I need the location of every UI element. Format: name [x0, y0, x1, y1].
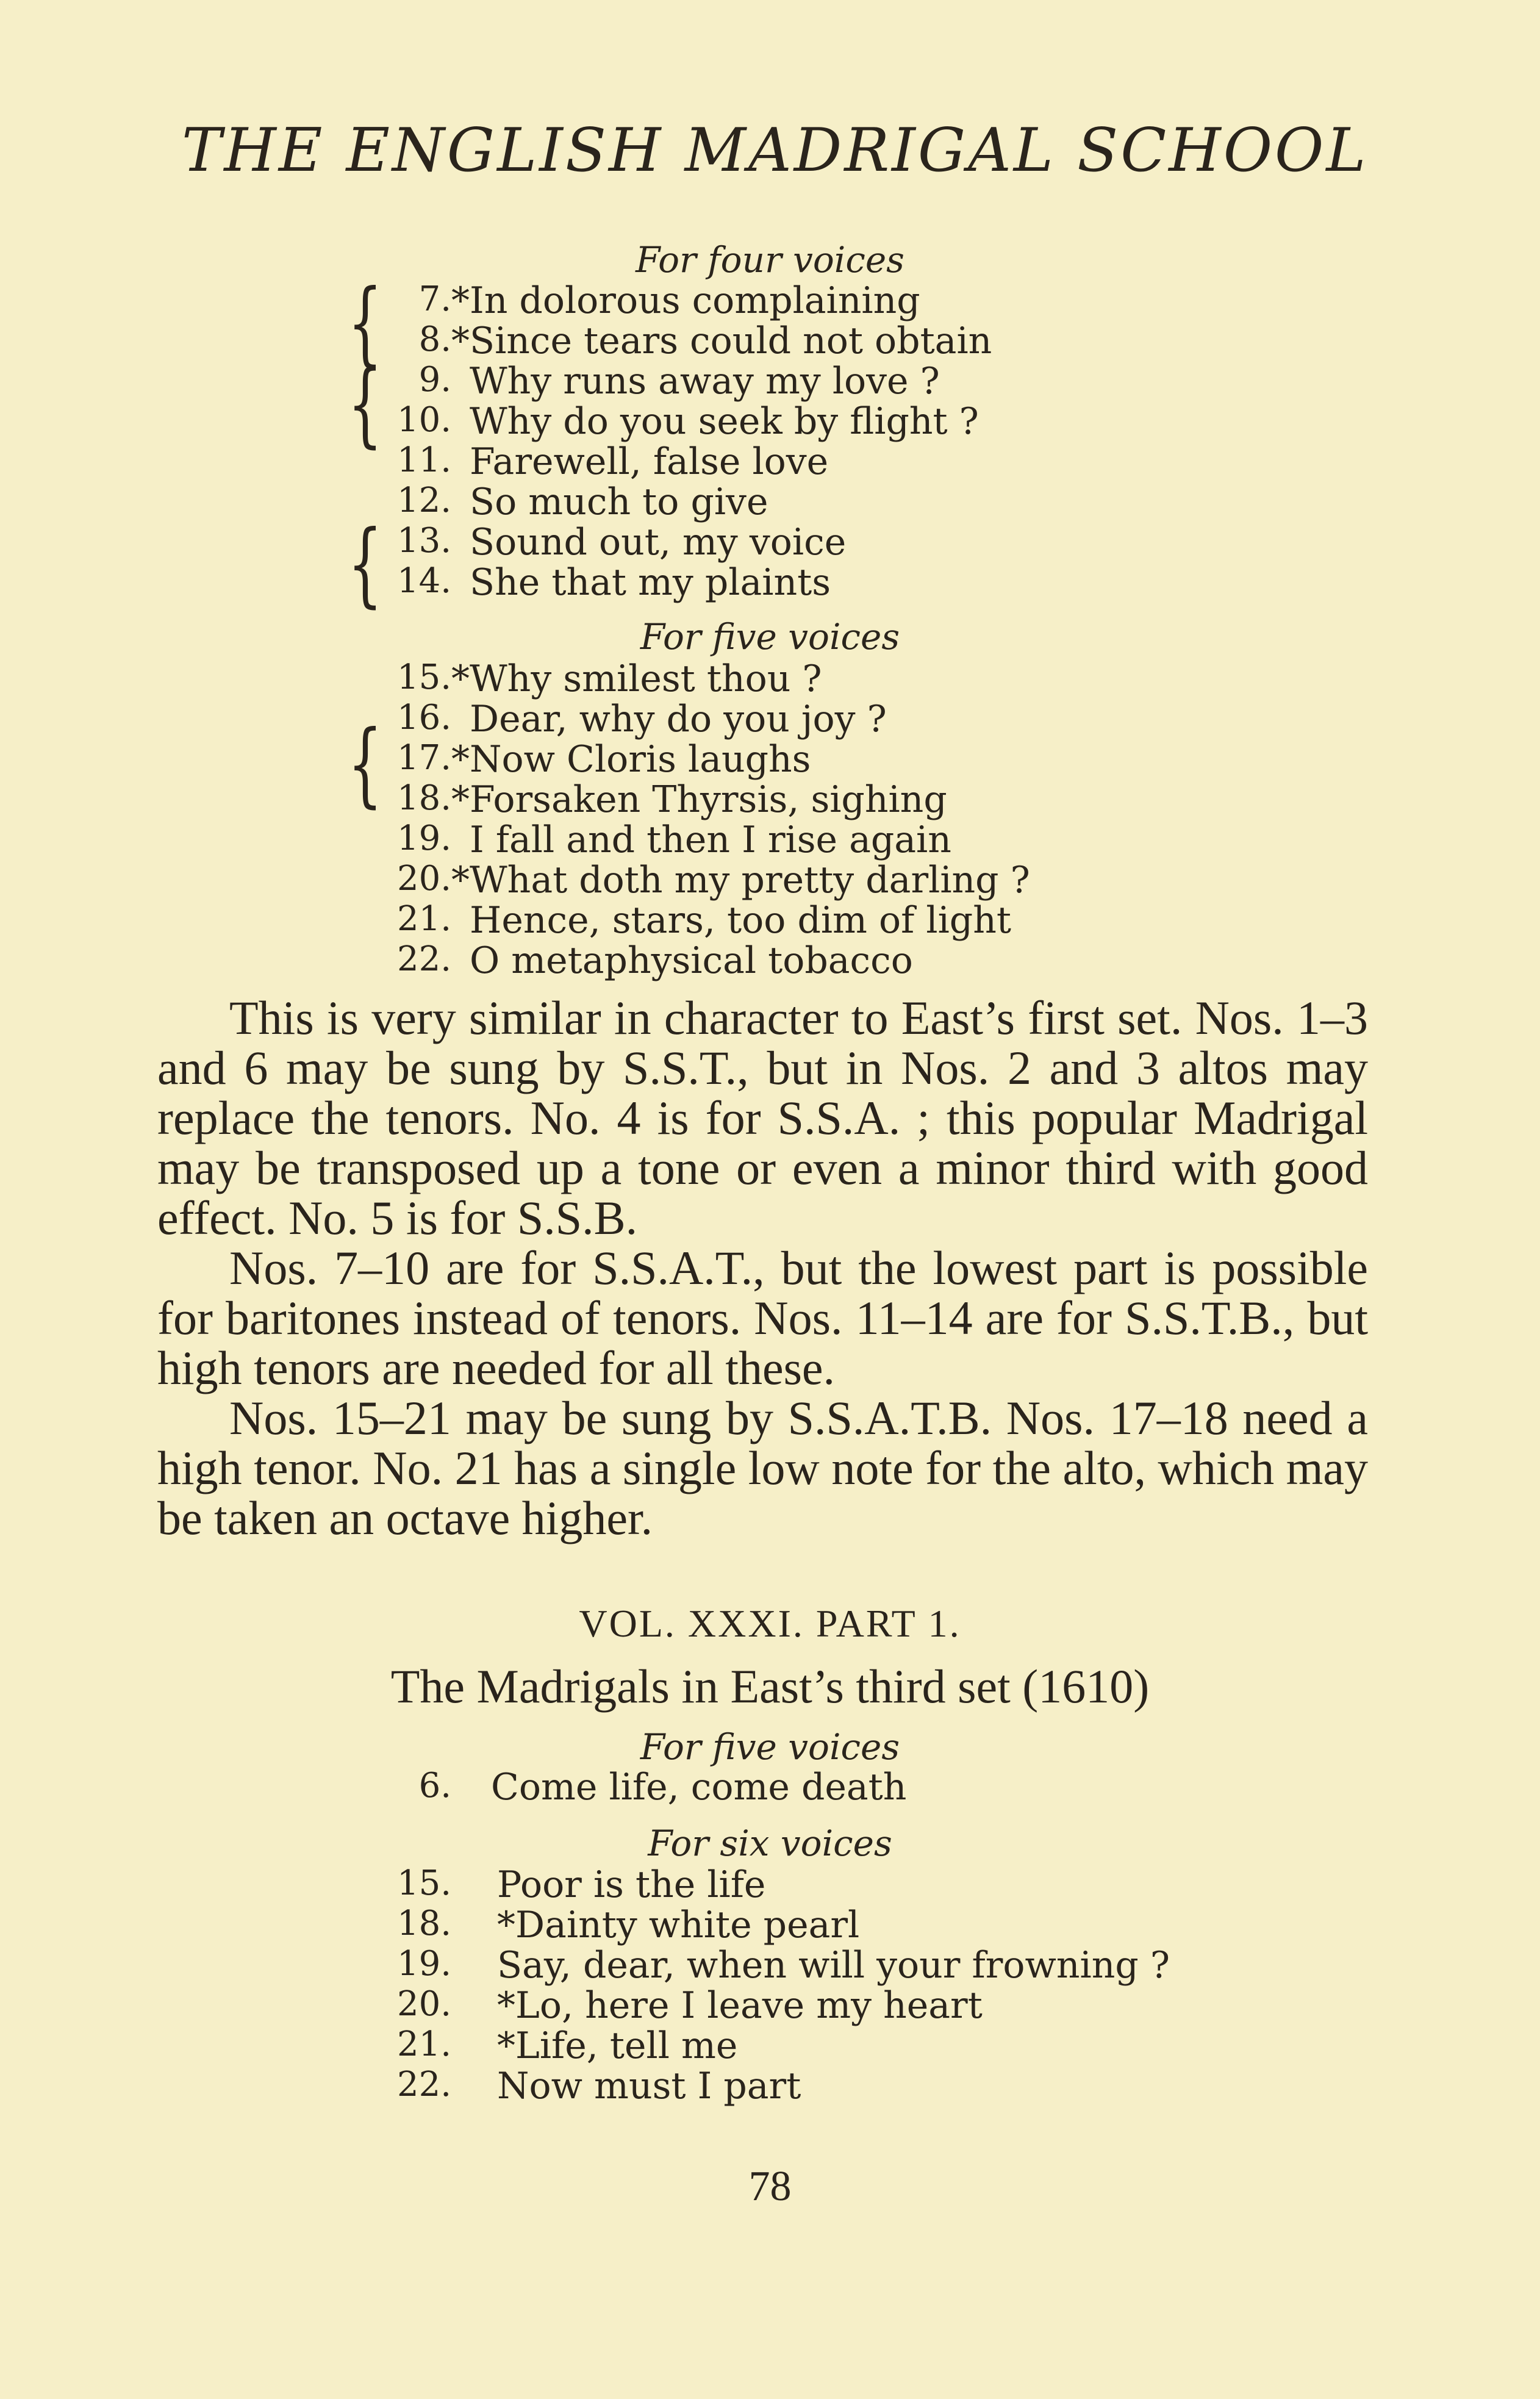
subhead-five-voices-2: For five voices	[640, 1726, 900, 1768]
page-number: 78	[748, 2163, 792, 2210]
paragraph: Nos. 7–10 are for S.S.A.T., but the lowest part is possible for baritones instead of tenors. Nos. 11–14 are for S.S.T.B., but high tenors are needed for all these.	[157, 1241, 1368, 1394]
list-item: 16. Dear, why do you joy ?	[396, 698, 887, 740]
list-item: 22. Now must I part	[396, 2065, 801, 2107]
brace-17-18: {	[348, 711, 383, 817]
list-item: 17. *Now Cloris laughs	[396, 738, 811, 781]
list-item: 18. *Forsaken Thyrsis, sighing	[396, 778, 947, 821]
list-item: 12. So much to give	[396, 481, 768, 523]
list-item: 9. Why runs away my love ?	[418, 360, 940, 403]
brace-9-10: {	[348, 351, 383, 457]
list-item: 11. Farewell, false love	[396, 440, 829, 483]
list-item: 19. Say, dear, when will your frowning ?	[396, 1944, 1170, 1987]
list-item: 10. Why do you seek by flight ?	[396, 400, 979, 443]
list-item: 19. I fall and then I rise again	[396, 819, 951, 861]
list-item: 6. Come life, come death	[418, 1766, 907, 1809]
list-item: 20. *Lo, here I leave my heart	[396, 1984, 983, 2027]
list-item: 15. *Why smilest thou ?	[396, 658, 822, 700]
list-item: 21. *Life, tell me	[396, 2024, 738, 2067]
list-item: 20. *What doth my pretty darling ?	[396, 859, 1030, 902]
list-item: 8. *Since tears could not obtain	[418, 320, 992, 362]
paragraph: This is very similar in character to East’s first set. Nos. 1–3 and 6 may be sung by S.S.T., but in Nos. 2 and 3 altos may replace the tenors. No. 4 is for S.S.A. ; this popular Madrigal may be transposed up a tone or even a minor third with good effect. No. 5 is for S.S.B.	[157, 991, 1368, 1244]
subhead-four-voices: For four voices	[636, 239, 904, 281]
list-item: 15. Poor is the life	[396, 1863, 766, 1906]
list-item: 22. O metaphysical tobacco	[396, 939, 913, 982]
paragraph: Nos. 15–21 may be sung by S.S.A.T.B. Nos. 17–18 need a high tenor. No. 21 has a single low note for the alto, which may be taken an octave higher.	[157, 1391, 1368, 1544]
list-item: 21. Hence, stars, too dim of light	[396, 899, 1011, 942]
running-head: THE ENGLISH MADRIGAL SCHOOL	[182, 116, 1369, 185]
list-item: 14. She that my plaints	[396, 561, 831, 604]
section-title: The Madrigals in East’s third set (1610)	[390, 1660, 1150, 1713]
list-item: 18. *Dainty white pearl	[396, 1904, 860, 1946]
list-item: 7. *In dolorous complaining	[418, 279, 920, 322]
list-item: 13. Sound out, my voice	[396, 521, 847, 564]
body-text	[157, 993, 1368, 1543]
brace-7-8: {	[348, 270, 383, 376]
subhead-six-voices: For six voices	[648, 1823, 892, 1864]
volume-heading: VOL. XXXI. PART 1.	[579, 1602, 961, 1645]
subhead-five-voices: For five voices	[640, 616, 900, 658]
brace-13-14: {	[348, 511, 383, 617]
